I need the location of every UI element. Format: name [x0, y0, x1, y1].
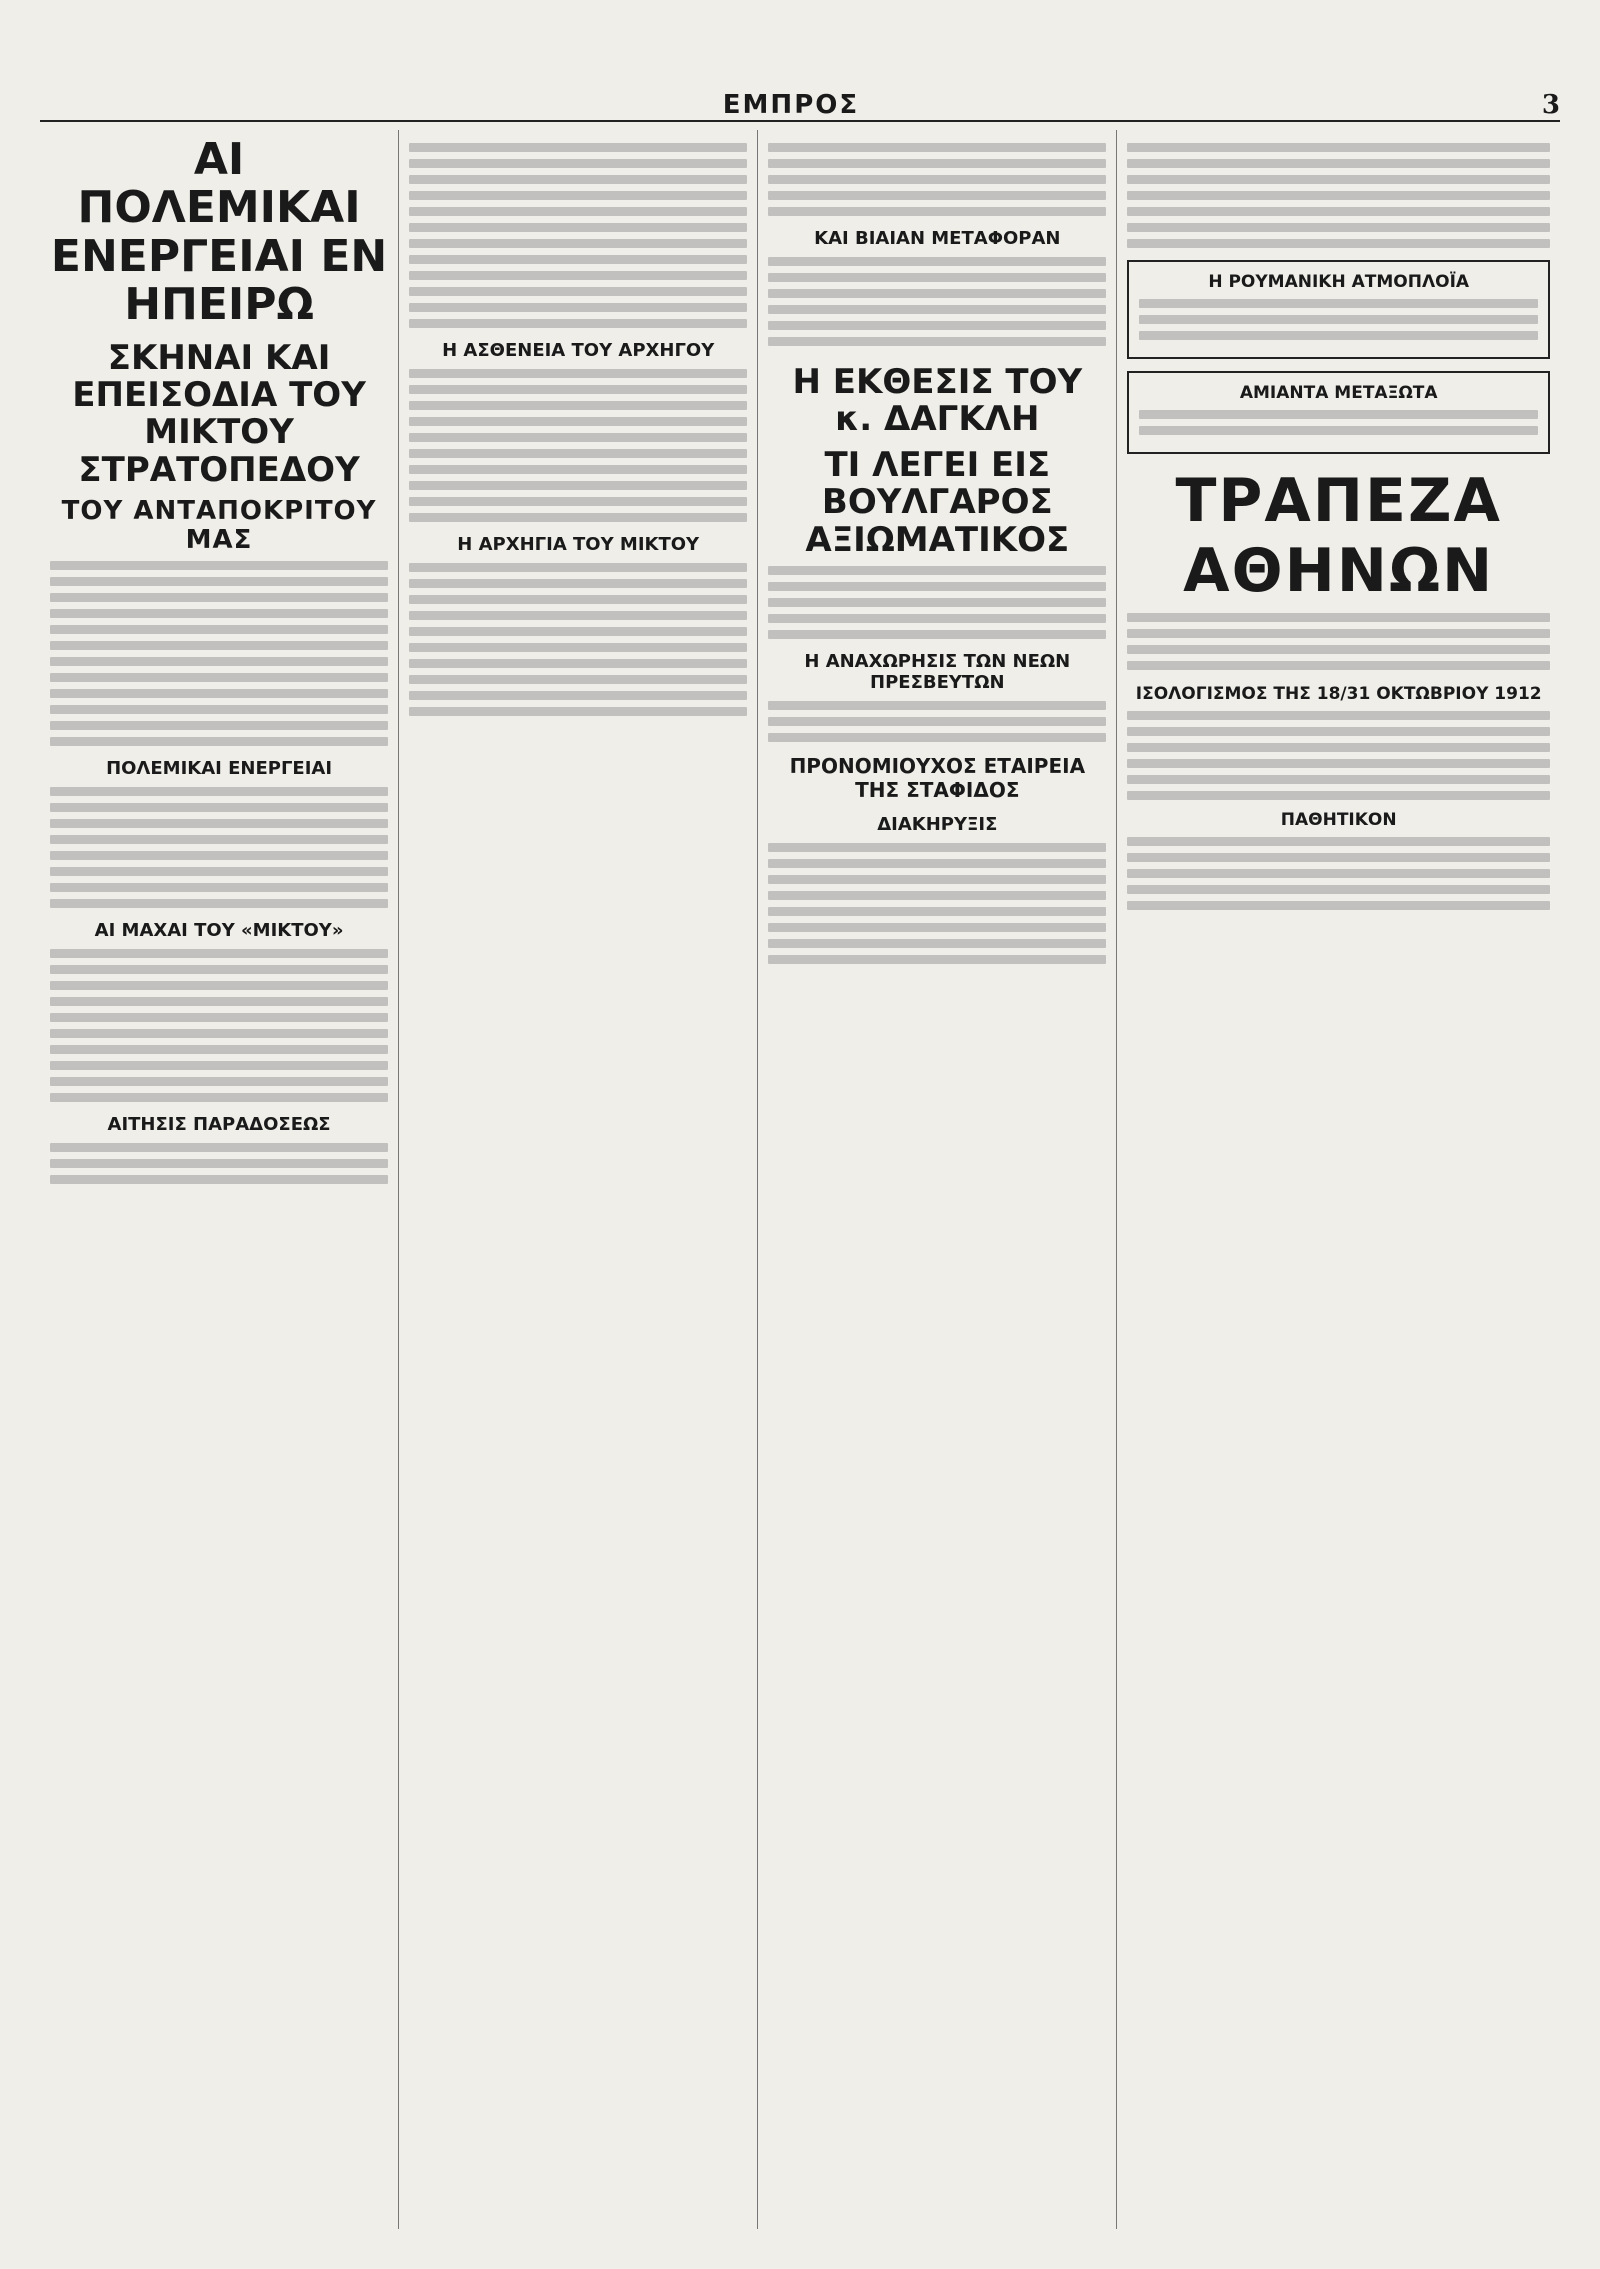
headline-3: ΤΟΥ ΑΝΤΑΠΟΚΡΙΤΟΥ ΜΑΣ: [61, 496, 377, 555]
section-heading: Η ΑΝΑΧΩΡΗΣΙΣ ΤΩΝ ΝΕΩΝ ΠΡΕΣΒΕΥΤΩΝ: [804, 650, 1071, 693]
ad-title: ΑΜΙΑΝΤΑ ΜΕΤΑΞΩΤΑ: [1239, 383, 1438, 403]
headline-2: ΣΚΗΝΑΙ ΚΑΙ ΕΠΕΙΣΟΔΙΑ ΤΟΥ ΜΙΚΤΟΥ ΣΤΡΑΤΟΠΕΔΟΥ: [72, 337, 366, 490]
ad-title: Η ΡΟΥΜΑΝΙΚΗ ΑΤΜΟΠΛΟΪΑ: [1208, 272, 1470, 292]
ad-box: [1127, 260, 1550, 359]
section-heading: ΚΑΙ ΒΙΑΙΑΝ ΜΕΤΑΦΟΡΑΝ: [814, 228, 1061, 249]
column-4: [1117, 130, 1560, 2229]
paper-title: ΕΜΠΡΟΣ: [722, 90, 860, 120]
section-heading: ΔΙΑΚΗΡΥΞΙΣ: [877, 813, 998, 835]
section-heading: ΠΡΟΝΟΜΙΟΥΧΟΣ ΕΤΑΙΡΕΙΑ ΤΗΣ ΣΤΑΦΙΔΟΣ: [789, 753, 1086, 802]
feature-title-2: ΤΙ ΛΕΓΕΙ ΕΙΣ ΒΟΥΛΓΑΡΟΣ ΑΞΙΩΜΑΤΙΚΟΣ: [805, 444, 1070, 560]
column-2: [399, 130, 758, 2229]
ad-box: [1127, 371, 1550, 454]
section-heading: ΑΙΤΗΣΙΣ ΠΑΡΑΔΟΣΕΩΣ: [107, 1114, 331, 1136]
section-heading: Η ΑΡΧΗΓΙΑ ΤΟΥ ΜΙΚΤΟΥ: [457, 534, 700, 555]
balance-title: ΙΣΟΛΟΓΙΣΜΟΣ ΤΗΣ 18/31 ΟΚΤΩΒΡΙΟΥ 1912: [1135, 684, 1542, 704]
column-1: [40, 130, 399, 2229]
section-heading: Η ΑΣΘΕΝΕΙΑ ΤΟΥ ΑΡΧΗΓΟΥ: [442, 340, 715, 361]
column-3: [758, 130, 1117, 2229]
text-block: [50, 561, 388, 746]
masthead: [40, 80, 1560, 122]
section-heading: ΑΙ ΜΑΧΑΙ ΤΟΥ «ΜΙΚΤΟΥ»: [94, 920, 344, 942]
headline-1: ΑΙ ΠΟΛΕΜΙΚΑΙ ΕΝΕΡΓΕΙΑΙ ΕΝ ΗΠΕΙΡΩ: [50, 134, 388, 331]
passive-title: ΠΑΘΗΤΙΚΟΝ: [1280, 810, 1397, 830]
bank-title: ΤΡΑΠΕΖΑ ΑΘΗΝΩΝ: [1175, 466, 1502, 606]
section-heading: ΠΟΛΕΜΙΚΑΙ ΕΝΕΡΓΕΙΑΙ: [106, 758, 333, 780]
feature-title-1: Η ΕΚΘΕΣΙΣ ΤΟΥ κ. ΔΑΓΚΛΗ: [792, 362, 1083, 440]
page-number: 3: [1541, 90, 1560, 120]
